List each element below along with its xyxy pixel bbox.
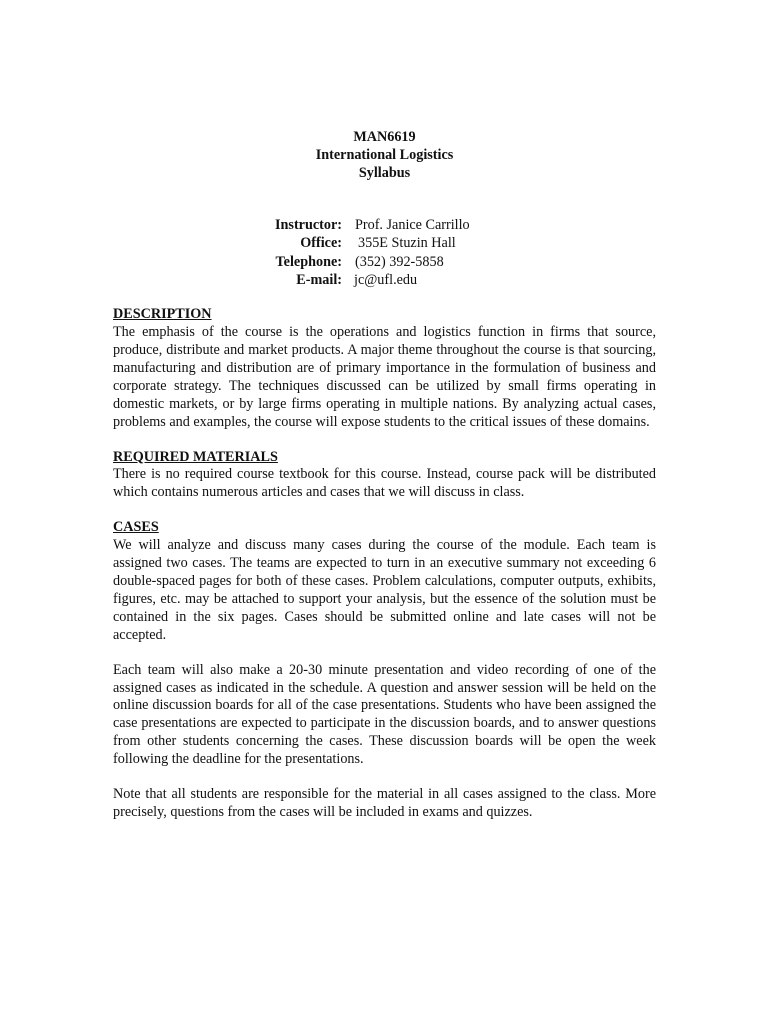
description-heading: DESCRIPTION xyxy=(113,306,212,323)
office-label: Office: xyxy=(300,235,342,252)
required-materials-section xyxy=(113,449,656,503)
instructor-name: Prof. Janice Carrillo xyxy=(355,217,470,233)
description-text: The emphasis of the course is the operations and logistics function in firms that source, produce, distribute and market products. A major theme throughout the course is that sourcing, manufacturing and distribution are of primary importance in the formulation of business and corporate strategy. The techniques discussed can be utilized by small firms operating in domestic markets, or by large firms operating in multiple nations. By analyzing actual cases, problems and examples, the course will expose students to the critical issues of these domains. xyxy=(113,324,656,430)
telephone-value: (352) 392-5858 xyxy=(355,253,444,270)
office-value: 355E Stuzin Hall xyxy=(358,235,456,252)
email-value: jc@ufl.edu xyxy=(354,271,418,288)
document-type: Syllabus xyxy=(358,165,411,181)
required-materials-heading: REQUIRED MATERIALS xyxy=(113,448,278,465)
title-block xyxy=(113,128,656,182)
description-section xyxy=(113,306,656,431)
cases-heading: CASES xyxy=(113,519,159,536)
cases-section xyxy=(113,519,656,822)
cases-paragraph: Note that all students are responsible for the material in all cases assigned to the class. More precisely, questions from the cases will be included in exams and quizzes. xyxy=(113,786,656,820)
instructor-label: Instructor: xyxy=(275,217,342,233)
email-label: E-mail: xyxy=(296,271,342,288)
telephone-label: Telephone: xyxy=(275,253,342,270)
cases-paragraph: We will analyze and discuss many cases during the course of the module. Each team is assigned two cases. The teams are expected to turn in an executive summary not exceeding 6 double-spaced pages for both of these cases. Problem calculations, computer outputs, exhibits, figures, etc. may be attached to support your analysis, but the essence of the solution must be contained in the six pages. Cases should be submitted online and late cases will not be accepted. xyxy=(113,537,656,643)
course-code: MAN6619 xyxy=(353,129,416,145)
cases-paragraph: Each team will also make a 20-30 minute presentation and video recording of one of the assigned cases as indicated in the schedule. A question and answer session will be held on the online discussion boards for all of the case presentations. Students who have been assigned the case presentations are expected to participate in the discussion boards, and to answer questions from other students concerning the cases. These discussion boards will be open the week following the deadline for the presentations. xyxy=(113,661,656,768)
course-title: International Logistics xyxy=(315,147,454,163)
syllabus-page xyxy=(113,128,656,822)
required-materials-text: There is no required course textbook for this course. Instead, course pack will be distributed which contains numerous articles and cases that we will discuss in class. xyxy=(113,466,656,501)
instructor-contact-block xyxy=(113,216,656,289)
